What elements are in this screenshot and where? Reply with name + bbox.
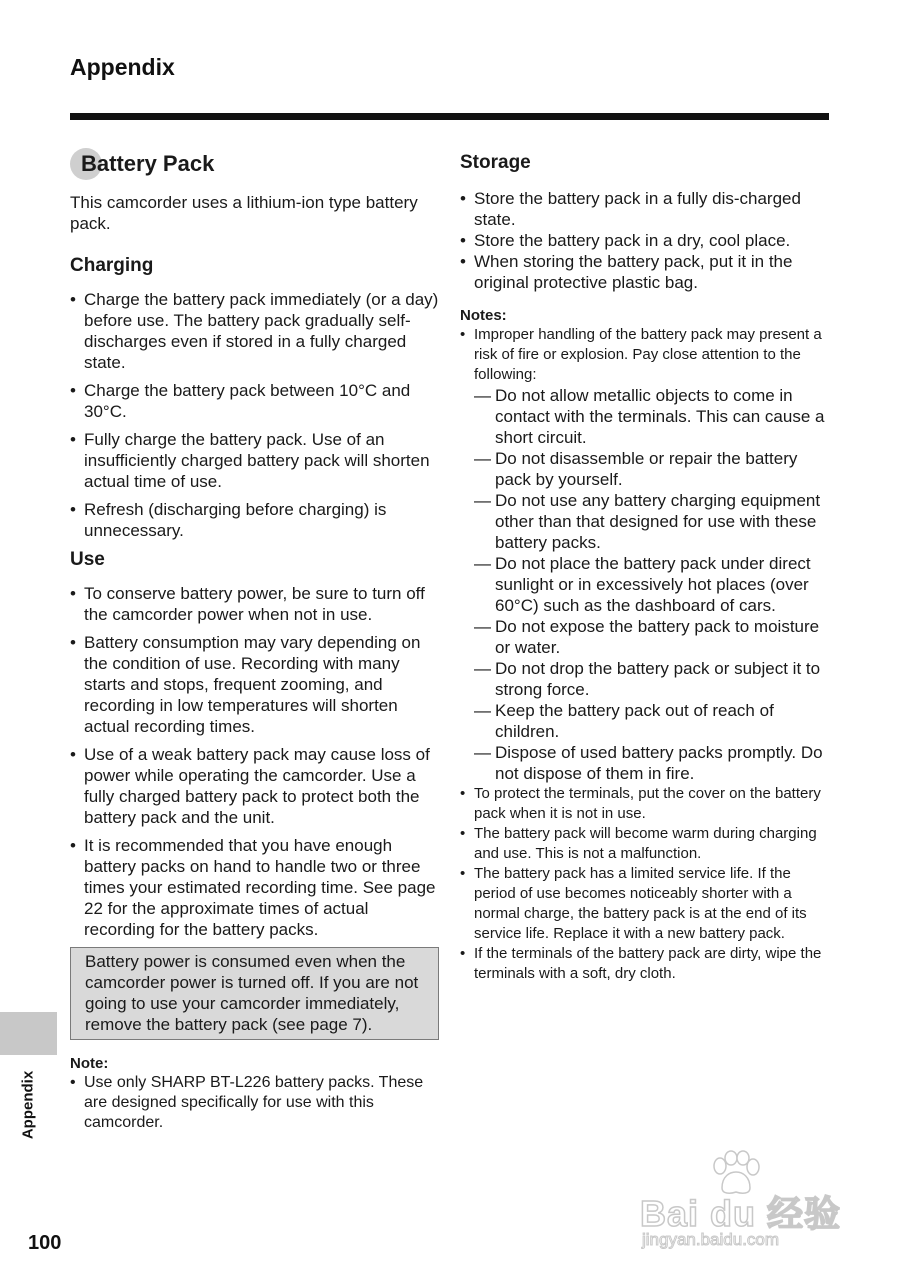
list-item: • Charge the battery pack immediately (or a day) before use. The battery pack gradually self-discharges even if stored in a fully charged state.	[70, 289, 442, 373]
watermark	[640, 1150, 840, 1250]
page-number: 100	[28, 1232, 62, 1254]
list-item: • The battery pack has a limited service life. If the period of use becomes noticeably shorter with a normal charge, the battery pack is at the end of its service life. Replace it with a new battery pack.	[460, 864, 832, 944]
dash-item: — Do not allow metallic objects to come in contact with the terminals. This can cause a short circuit.	[474, 385, 832, 448]
list-item: • Refresh (discharging before charging) is unnecessary.	[70, 499, 442, 541]
dash-item: — Do not use any battery charging equipment other than that designed for use with these battery packs.	[474, 490, 832, 553]
list-item: • When storing the battery pack, put it in the original protective plastic bag.	[460, 251, 832, 293]
dash-list	[474, 385, 832, 784]
charging-list	[70, 289, 442, 541]
use-heading: Use	[70, 549, 105, 570]
page-heading: Appendix	[70, 54, 175, 80]
list-item	[460, 325, 832, 784]
notes-intro-text: Improper handling of the battery pack may present a risk of fire or explosion. Pay close attention to the following:	[474, 326, 822, 383]
watermark-logo-text: Bai du 经验	[640, 1193, 842, 1234]
battery-power-callout: Battery power is consumed even when the camcorder power is turned off. If you are not going to use your camcorder immediately, remove the battery pack (see page 7).	[70, 947, 439, 1040]
list-item: • If the terminals of the battery pack are dirty, wipe the terminals with a soft, dry cloth.	[460, 944, 832, 984]
list-item: • Store the battery pack in a dry, cool place.	[460, 230, 832, 251]
list-item: • Store the battery pack in a fully dis-charged state.	[460, 188, 832, 230]
list-item: • To protect the terminals, put the cover on the battery pack when it is not in use.	[460, 784, 832, 824]
heading-rule	[70, 113, 829, 120]
charging-heading: Charging	[70, 255, 154, 276]
use-list	[70, 583, 442, 940]
dash-item: — Do not place the battery pack under direct sunlight or in excessively hot places (over 60°C) such as the dashboard of cars.	[474, 553, 832, 616]
dash-item: — Dispose of used battery packs promptly. Do not dispose of them in fire.	[474, 742, 832, 784]
note-list	[70, 1073, 442, 1133]
list-item: • It is recommended that you have enough battery packs on hand to handle two or three times your estimated recording time. See page 22 for the approximate times of actual recording for the battery packs.	[70, 835, 442, 940]
dash-item: — Do not disassemble or repair the battery pack by yourself.	[474, 448, 832, 490]
left-column	[70, 148, 442, 1133]
side-tab	[0, 1012, 57, 1055]
storage-heading: Storage	[460, 152, 531, 173]
list-item: • Charge the battery pack between 10°C and 30°C.	[70, 380, 442, 422]
intro-text: This camcorder uses a lithium-ion type battery pack.	[70, 193, 418, 233]
note-heading: Note:	[70, 1055, 109, 1072]
notes-list	[460, 325, 832, 984]
list-item: • Fully charge the battery pack. Use of an insufficiently charged battery pack will shorten actual time of use.	[70, 429, 442, 492]
list-item: • The battery pack will become warm during charging and use. This is not a malfunction.	[460, 824, 832, 864]
right-column	[460, 148, 832, 984]
section-title	[70, 148, 442, 180]
section-title-text: Battery Pack	[81, 151, 215, 176]
storage-list	[460, 188, 832, 293]
list-item: • To conserve battery power, be sure to turn off the camcorder power when not in use.	[70, 583, 442, 625]
dash-item: — Do not drop the battery pack or subject it to strong force.	[474, 658, 832, 700]
list-item: • Battery consumption may vary depending on the condition of use. Recording with many starts and stops, frequent zooming, and recording in low temperatures will shorten actual recording times.	[70, 632, 442, 737]
watermark-url: jingyan.baidu.com	[642, 1230, 780, 1249]
side-tab-label: Appendix	[19, 1070, 37, 1140]
dash-item: — Do not expose the battery pack to moisture or water.	[474, 616, 832, 658]
notes-heading: Notes:	[460, 307, 507, 324]
dash-item: — Keep the battery pack out of reach of children.	[474, 700, 832, 742]
list-item: • Use of a weak battery pack may cause loss of power while operating the camcorder. Use a fully charged battery pack to protect both the battery pack and the unit.	[70, 744, 442, 828]
list-item: • Use only SHARP BT-L226 battery packs. These are designed specifically for use with this camcorder.	[70, 1073, 442, 1133]
